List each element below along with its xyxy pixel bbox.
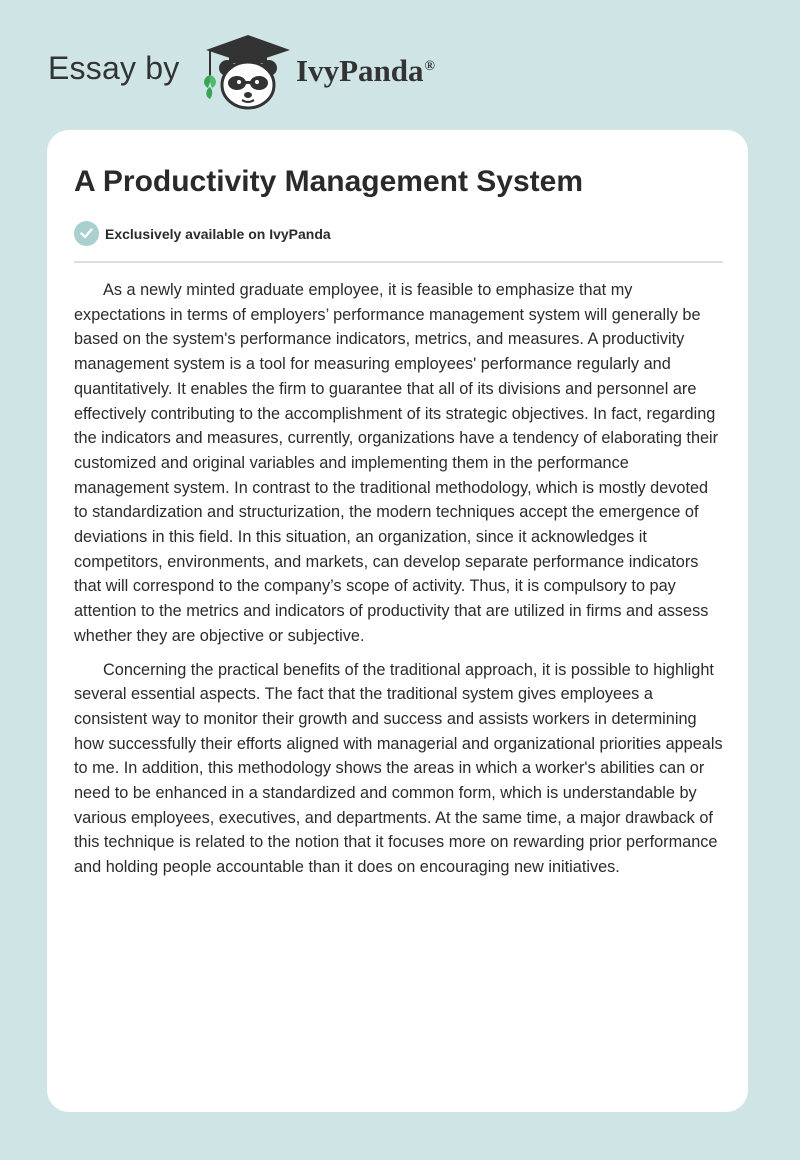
essay-paragraph: As a newly minted graduate employee, it is feasible to emphasize that my expectations in terms of employers’ performance management system will generally be based on the system's performance indicators, metrics, and measures. A productivity management system is a tool for measuring employees' performance regularly and quantitatively. It enables the firm to guarantee that all of its divisions and personnel are effectively contributing to the accomplishment of its strategic objectives. In fact, regarding the indicators and measures, currently, organizations have a tendency of elaborating their customized and original variables and implementing them in the performance management system. In contrast to the traditional methodology, which is mostly devoted to standardization and structurization, the modern techniques accept the emergence of deviations in this field. In this situation, an organization, since it acknowledges it competitors, environments, and markets, can develop separate performance indicators that will correspond to the company’s scope of activity. Thus, it is compulsory to pay attention to the metrics and indicators of productivity that are utilized in firms and assess whether they are objective or subjective. [74,281,719,645]
essay-body [74,278,726,889]
essay-card [47,130,748,1112]
registered-mark: ® [424,58,435,74]
check-circle-icon [74,221,99,246]
brand-prefix: Essay by [48,50,180,86]
exclusive-badge [74,221,331,246]
essay-title: A Productivity Management System [74,165,584,198]
brand-name[interactable]: IvyPanda® [296,53,435,88]
essay-paragraph: Concerning the practical benefits of the traditional approach, it is possible to highlight several essential aspects. The fact that the traditional system gives employees a consistent way to monitor their growth and success and assists workers in determining how successfully their efforts aligned with managerial and organizational priorities appeals to me. In addition, this methodology shows the areas in which a worker's abilities can or need to be enhanced in a standardized and common form, which is understandable by various employees, executives, and departments. At the same time, a major drawback of this technique is related to the notion that it focuses more on rewarding prior performance and holding people accountable than it does on encouraging new initiatives. [74,660,723,877]
panda-graduate-logo-icon[interactable] [202,33,294,111]
badge-text: Exclusively available on IvyPanda [105,225,331,242]
divider [74,261,723,263]
site-header [0,0,800,130]
